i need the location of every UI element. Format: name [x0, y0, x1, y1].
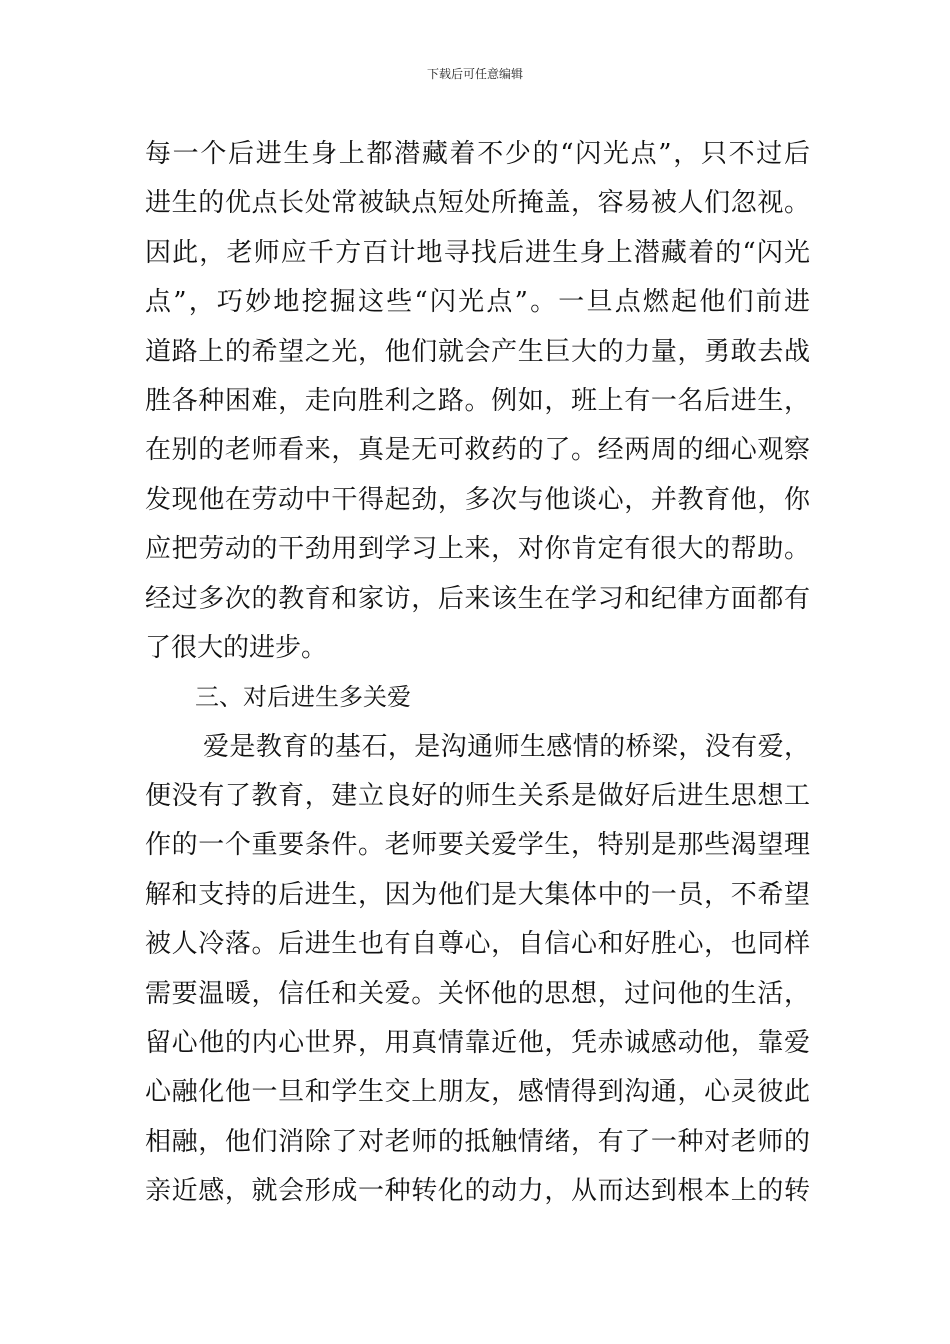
document-body: [145, 130, 810, 1217]
body-line: 胜各种困难，走向胜利之路。例如，班上有一名后进生，: [145, 385, 810, 416]
body-line: 发现他在劳动中干得起劲，多次与他谈心，并教育他，你: [145, 484, 810, 515]
body-line: 在别的老师看来，真是无可救药的了。经两周的细心观察: [145, 435, 810, 466]
body-line: 留心他的内心世界，用真情靠近他，凭赤诚感动他，靠爱: [145, 1028, 810, 1059]
body-line: 解和支持的后进生，因为他们是大集体中的一员，不希望: [145, 879, 810, 910]
body-line: 便没有了教育，建立良好的师生关系是做好后进生思想工: [145, 781, 810, 812]
body-line: 了很大的进步。: [145, 632, 328, 663]
section-heading: 三、对后进生多关爱: [195, 683, 411, 712]
body-line: 心融化他一旦和学生交上朋友，感情得到沟通，心灵彼此: [145, 1077, 810, 1108]
body-line: 点”，巧妙地挖掘这些“闪光点”。一旦点燃起他们前进: [145, 287, 810, 318]
body-line: 被人冷落。后进生也有自尊心，自信心和好胜心，也同样: [145, 929, 810, 960]
page-header: 下载后可任意编辑: [426, 67, 523, 81]
body-line: 亲近感，就会形成一种转化的动力，从而达到根本上的转: [145, 1176, 810, 1207]
body-line: 作的一个重要条件。老师要关爱学生，特别是那些渴望理: [145, 830, 810, 861]
body-line: 经过多次的教育和家访，后来该生在学习和纪律方面都有: [145, 583, 810, 614]
body-line: 道路上的希望之光，他们就会产生巨大的力量，勇敢去战: [145, 336, 810, 367]
body-line: 相融，他们消除了对老师的抵触情绪，有了一种对老师的: [145, 1126, 810, 1157]
body-line: 每一个后进生身上都潜藏着不少的“闪光点”，只不过后: [145, 139, 810, 169]
body-line: 因此，老师应千方百计地寻找后进生身上潜藏着的“闪光: [145, 237, 810, 268]
body-line: 应把劳动的干劲用到学习上来，对你肯定有很大的帮助。: [145, 534, 810, 565]
body-line: 爱是教育的基石，是沟通师生感情的桥梁，没有爱，: [203, 731, 810, 762]
body-line: 进生的优点长处常被缺点短处所掩盖，容易被人们忽视。: [145, 188, 810, 219]
body-line: 需要温暖，信任和关爱。关怀他的思想，过问他的生活，: [145, 978, 810, 1009]
